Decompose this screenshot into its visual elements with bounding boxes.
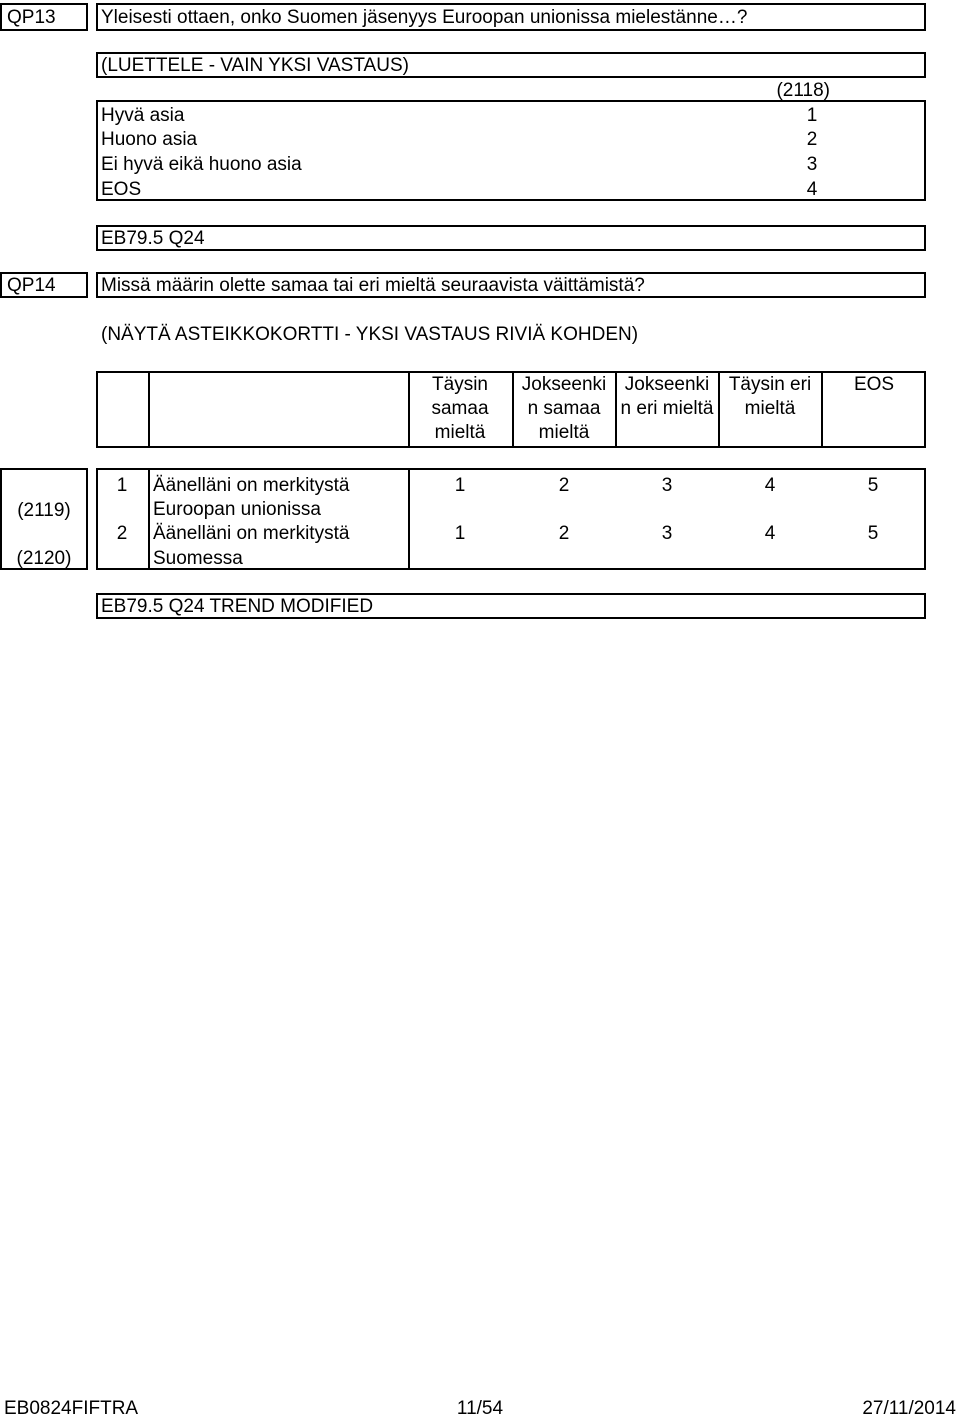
header-divider xyxy=(148,371,150,448)
footer-page-number: 11/54 xyxy=(456,1398,504,1419)
row-1-statement-line1: Äänelläni on merkitystä xyxy=(153,475,350,496)
row-1-statement-line2: Euroopan unionissa xyxy=(153,499,321,520)
rows-divider xyxy=(408,468,410,570)
qp13-option-1-label: Hyvä asia xyxy=(101,105,185,126)
qp14-source: EB79.5 Q24 TREND MODIFIED xyxy=(101,596,374,617)
row-1-code-4: 4 xyxy=(764,475,776,496)
qp13-option-2-code: 2 xyxy=(806,129,818,150)
qp13-option-1-code: 1 xyxy=(806,105,818,126)
qp14-id: QP14 xyxy=(7,275,56,296)
qp14-question: Missä määrin olette samaa tai eri mieltä seuraavista väittämistä? xyxy=(101,275,645,296)
row-1-var: (2119) xyxy=(17,500,71,521)
qp13-option-3-code: 3 xyxy=(806,154,818,175)
qp13-id: QP13 xyxy=(7,7,56,28)
row-1-code-3: 3 xyxy=(661,475,673,496)
row-2-code-3: 3 xyxy=(661,523,673,544)
qp13-instruction: (LUETTELE - VAIN YKSI VASTAUS) xyxy=(101,55,409,76)
column-header-4: Täysin eri mieltä xyxy=(728,374,812,419)
header-divider xyxy=(512,371,514,448)
column-header-1: Täysin samaa mieltä xyxy=(431,374,489,443)
row-1-code-1: 1 xyxy=(454,475,466,496)
qp13-var-code: (2118) xyxy=(776,80,830,101)
row-2-statement-line2: Suomessa xyxy=(153,548,243,569)
qp13-source-box xyxy=(96,225,926,251)
column-header-5: EOS xyxy=(853,374,895,395)
header-divider xyxy=(408,371,410,448)
qp14-instruction: (NÄYTÄ ASTEIKKOKORTTI - YKSI VASTAUS RIVIÄ KOHDEN) xyxy=(101,324,639,345)
qp13-option-3-label: Ei hyvä eikä huono asia xyxy=(101,154,302,175)
header-divider xyxy=(718,371,720,448)
row-2-number: 2 xyxy=(116,523,128,544)
column-header-2: Jokseenki n samaa mieltä xyxy=(521,374,607,443)
row-2-statement-line1: Äänelläni on merkitystä xyxy=(153,523,350,544)
row-2-code-2: 2 xyxy=(558,523,570,544)
qp13-option-4-label: EOS xyxy=(101,179,142,200)
footer-doc-id: EB0824FIFTRA xyxy=(4,1398,139,1419)
qp13-question: Yleisesti ottaen, onko Suomen jäsenyys Euroopan unionissa mielestänne…? xyxy=(101,7,748,28)
header-divider xyxy=(821,371,823,448)
row-1-code-2: 2 xyxy=(558,475,570,496)
row-2-code-5: 5 xyxy=(867,523,879,544)
row-2-code-1: 1 xyxy=(454,523,466,544)
row-1-number: 1 xyxy=(116,475,128,496)
qp13-option-4-code: 4 xyxy=(806,179,818,200)
row-2-var: (2120) xyxy=(16,548,72,569)
rows-divider xyxy=(148,468,150,570)
row-2-code-4: 4 xyxy=(764,523,776,544)
row-1-code-5: 5 xyxy=(867,475,879,496)
column-header-3: Jokseenki n eri mieltä xyxy=(620,374,714,419)
footer-date: 27/11/2014 xyxy=(862,1398,956,1419)
qp13-source: EB79.5 Q24 xyxy=(101,228,205,249)
qp13-option-2-label: Huono asia xyxy=(101,129,198,150)
